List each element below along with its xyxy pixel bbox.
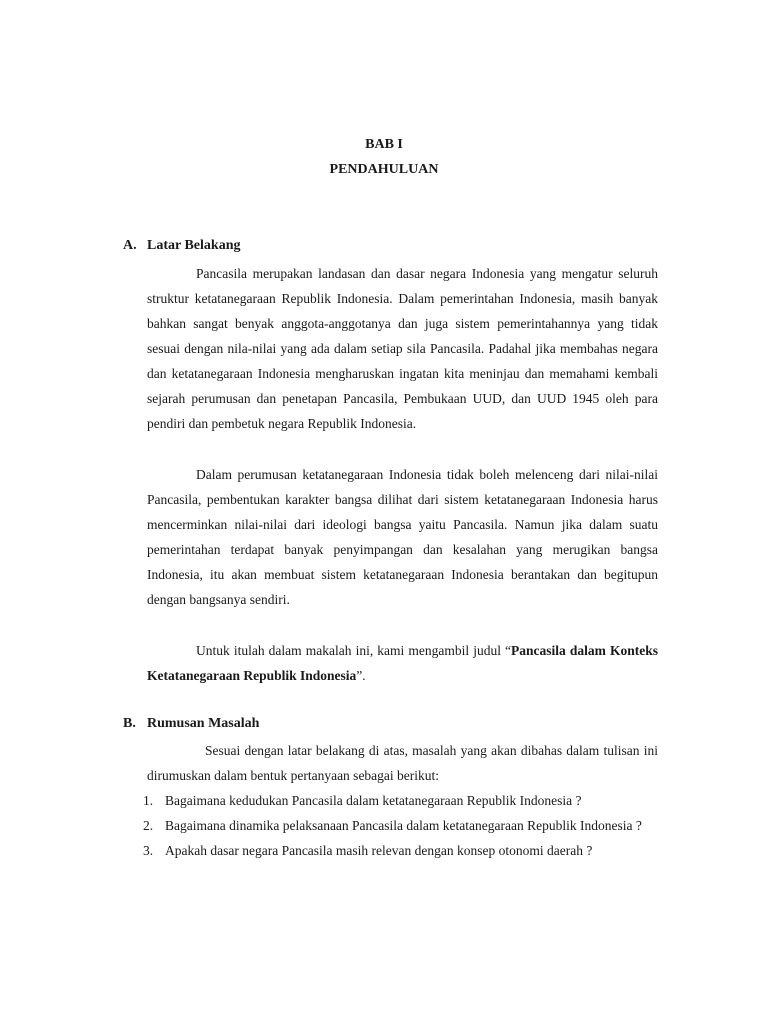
problem-question-list bbox=[143, 788, 658, 863]
list-number: 3. bbox=[143, 843, 154, 858]
section-title: Latar Belakang bbox=[147, 238, 241, 253]
section-heading-rumusan-masalah bbox=[123, 716, 259, 732]
list-text: Bagaimana dinamika pelaksanaan Pancasila dalam ketatanegaraan Republik Indonesia ? bbox=[165, 818, 642, 833]
section-letter: B. bbox=[123, 716, 136, 731]
background-paragraph-1: Pancasila merupakan landasan dan dasar negara Indonesia yang mengatur seluruh struktur ketatanegaraan Republik Indonesia. Dalam pemerintahan Indonesia, masih banyak bahkan sangat benyak anggota-anggotanya dan juga sistem pemerintahannya yang tidak sesuai dengan nila-nilai yang ada dalam setiap sila Pancasila. Padahal jika membahas negara dan ketatanegaraan Indonesia mengharuskan ingatan kita meninjau dan memahami kembali sejarah perumusan dan penetapan Pancasila, Pembukaan UUD, dan UUD 1945 oleh para pendiri dan pembetuk negara Republik Indonesia. bbox=[147, 266, 658, 431]
chapter-number: BAB I bbox=[365, 137, 403, 152]
list-text: Bagaimana kedudukan Pancasila dalam ketatanegaraan Republik Indonesia ? bbox=[165, 793, 582, 808]
problem-intro-paragraph: Sesuai dengan latar belakang di atas, masalah yang akan dibahas dalam tulisan ini dirumuskan dalam bentuk pertanyaan sebagai berikut: bbox=[147, 743, 658, 783]
list-item bbox=[143, 813, 658, 838]
list-text: Apakah dasar negara Pancasila masih relevan dengan konsep otonomi daerah ? bbox=[165, 843, 593, 858]
list-item bbox=[143, 838, 658, 863]
list-number: 2. bbox=[143, 818, 154, 833]
closing-suffix: ”. bbox=[356, 668, 366, 683]
list-item bbox=[143, 788, 658, 813]
closing-prefix: Untuk itulah dalam makalah ini, kami mengambil judul “ bbox=[196, 643, 512, 658]
chapter-title: PENDAHULUAN bbox=[329, 162, 439, 177]
paper-title: Pancasila dalam Konteks Ketatanegaraan Republik Indonesia bbox=[147, 643, 658, 683]
section-letter: A. bbox=[123, 238, 137, 253]
background-closing-paragraph bbox=[147, 638, 658, 688]
background-paragraph-2: Dalam perumusan ketatanegaraan Indonesia tidak boleh melenceng dari nilai-nilai Pancasila, pembentukan karakter bangsa dilihat dari sistem ketatanegaraan Indonesia harus mencerminkan nilai-nilai dari ideologi bangsa yaitu Pancasila. Namun jika dalam suatu pemerintahan terdapat banyak penyimpangan dan kesalahan yang merugikan bangsa Indonesia, itu akan membuat sistem ketatanegaraan Indonesia berantakan dan begitupun dengan bangsanya sendiri. bbox=[147, 467, 658, 607]
list-number: 1. bbox=[143, 793, 154, 808]
section-title: Rumusan Masalah bbox=[147, 716, 260, 731]
section-heading-latar-belakang bbox=[123, 238, 240, 254]
